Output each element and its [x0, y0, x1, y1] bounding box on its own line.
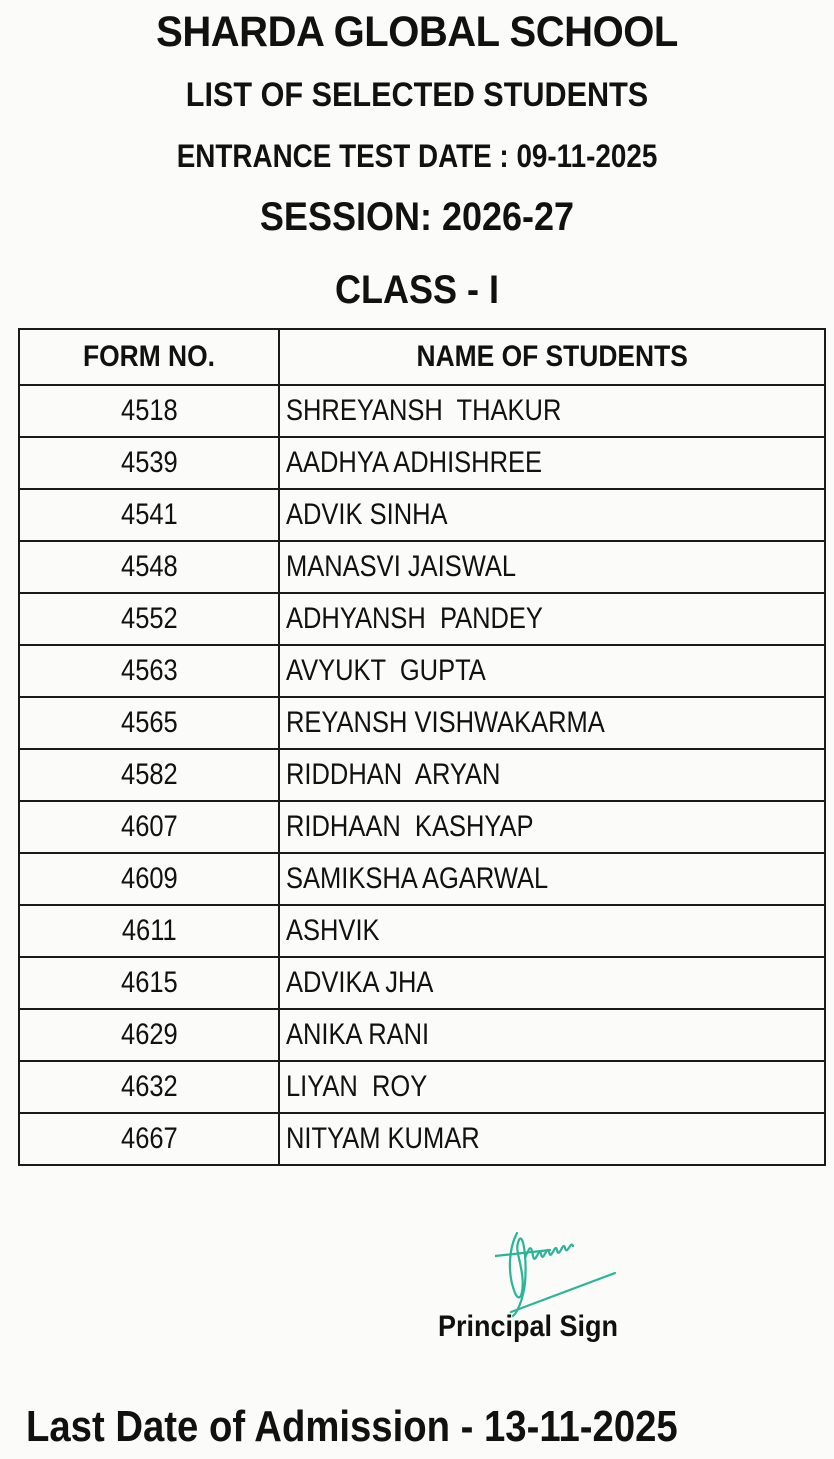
- last-date-of-admission: Last Date of Admission - 13-11-2025: [26, 1402, 678, 1451]
- table-row: [19, 801, 825, 853]
- table-row: [19, 1009, 825, 1061]
- form-no-cell: [19, 1113, 279, 1165]
- column-header-form-no-text: FORM NO.: [83, 340, 215, 373]
- student-name-cell: [279, 489, 825, 541]
- table-row: [19, 697, 825, 749]
- student-name: ANIKA RANI: [286, 1018, 430, 1051]
- class-label: CLASS - I: [334, 268, 499, 312]
- form-no-cell: [19, 645, 279, 697]
- form-no: 4609: [120, 862, 178, 895]
- form-no: 4582: [120, 758, 178, 791]
- table-row: [19, 957, 825, 1009]
- form-no: 4615: [120, 966, 178, 999]
- table-row: [19, 749, 825, 801]
- student-name: ADHYANSH PANDEY: [286, 602, 543, 635]
- student-name-cell: [279, 1061, 825, 1113]
- student-name: RIDDHAN ARYAN: [286, 758, 501, 791]
- school-name: SHARDA GLOBAL SCHOOL: [156, 8, 678, 56]
- form-no: 4548: [120, 550, 178, 583]
- student-name-cell: [279, 1113, 825, 1165]
- student-name-cell: [279, 749, 825, 801]
- student-name: MANASVI JAISWAL: [286, 550, 517, 583]
- table-row: [19, 1113, 825, 1165]
- student-name-cell: [279, 905, 825, 957]
- table-row: [19, 437, 825, 489]
- student-name-cell: [279, 801, 825, 853]
- student-name-cell: [279, 593, 825, 645]
- student-name: ADVIK SINHA: [286, 498, 448, 531]
- form-no-cell: [19, 541, 279, 593]
- student-name: NITYAM KUMAR: [286, 1122, 480, 1155]
- form-no: 4563: [120, 654, 178, 687]
- student-name: RIDHAAN KASHYAP: [286, 810, 534, 843]
- student-name: ASHVIK: [286, 914, 380, 947]
- student-name-cell: [279, 697, 825, 749]
- table-row: [19, 385, 825, 437]
- form-no-cell: [19, 697, 279, 749]
- table-row: [19, 645, 825, 697]
- form-no: 4539: [120, 446, 178, 479]
- table-row: [19, 489, 825, 541]
- student-name-cell: [279, 645, 825, 697]
- principal-signature: [495, 1228, 625, 1318]
- form-no: 4552: [120, 602, 178, 635]
- form-no-cell: [19, 853, 279, 905]
- list-title: LIST OF SELECTED STUDENTS: [185, 76, 649, 114]
- table-row: [19, 853, 825, 905]
- form-no-cell: [19, 801, 279, 853]
- student-name-cell: [279, 541, 825, 593]
- form-no-cell: [19, 1009, 279, 1061]
- table-header-row: [19, 329, 825, 385]
- student-name: AADHYA ADHISHREE: [286, 446, 543, 479]
- form-no-cell: [19, 385, 279, 437]
- session: SESSION: 2026-27: [259, 195, 575, 239]
- table-row: [19, 541, 825, 593]
- principal-sign-label: Principal Sign: [438, 1310, 619, 1343]
- selected-students-table: [18, 328, 826, 1166]
- form-no-cell: [19, 593, 279, 645]
- student-name: SHREYANSH THAKUR: [286, 394, 562, 427]
- form-no-cell: [19, 749, 279, 801]
- student-name-cell: [279, 1009, 825, 1061]
- student-name-cell: [279, 853, 825, 905]
- student-name: ADVIKA JHA: [286, 966, 434, 999]
- form-no: 4611: [121, 914, 177, 947]
- form-no: 4518: [120, 394, 178, 427]
- student-name-cell: [279, 957, 825, 1009]
- table-row: [19, 593, 825, 645]
- form-no: 4632: [120, 1070, 178, 1103]
- student-name-cell: [279, 385, 825, 437]
- column-header-form-no: [19, 329, 279, 385]
- form-no: 4629: [120, 1018, 178, 1051]
- student-name-cell: [279, 437, 825, 489]
- form-no-cell: [19, 437, 279, 489]
- form-no-cell: [19, 1061, 279, 1113]
- form-no: 4541: [120, 498, 178, 531]
- form-no: 4607: [120, 810, 178, 843]
- form-no-cell: [19, 489, 279, 541]
- form-no: 4667: [120, 1122, 178, 1155]
- student-name: REYANSH VISHWAKARMA: [286, 706, 605, 739]
- table-row: [19, 905, 825, 957]
- table-row: [19, 1061, 825, 1113]
- form-no-cell: [19, 905, 279, 957]
- form-no: 4565: [120, 706, 178, 739]
- form-no-cell: [19, 957, 279, 1009]
- student-name: SAMIKSHA AGARWAL: [286, 862, 549, 895]
- student-name: AVYUKT GUPTA: [286, 654, 486, 687]
- entrance-test-date: ENTRANCE TEST DATE : 09-11-2025: [176, 138, 658, 174]
- student-name: LIYAN ROY: [286, 1070, 428, 1103]
- column-header-name-text: NAME OF STUDENTS: [416, 340, 688, 373]
- column-header-name: [279, 329, 825, 385]
